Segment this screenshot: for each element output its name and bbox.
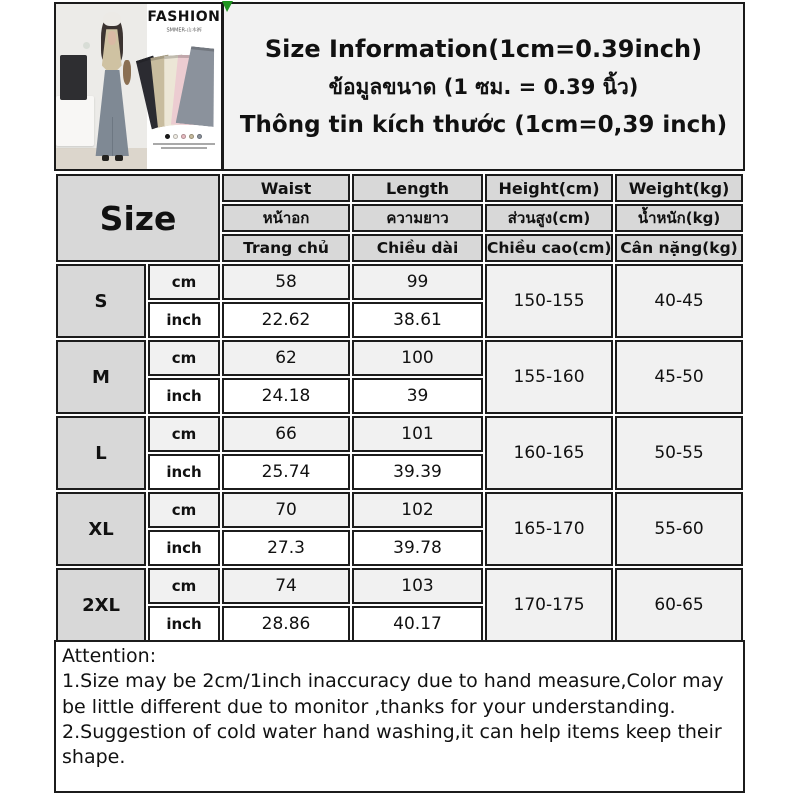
title-vietnamese: Thông tin kích thước (1cm=0,39 inch) bbox=[239, 112, 728, 138]
length-cm-2xl: 103 bbox=[352, 568, 483, 604]
color-dot-khaki bbox=[189, 134, 194, 139]
model-shoulder-bag bbox=[123, 60, 131, 85]
waist-cm-s: 58 bbox=[222, 264, 350, 300]
length-inch-l: 39.39 bbox=[352, 454, 483, 490]
unit-inch: inch bbox=[148, 530, 220, 566]
model-sandal-left bbox=[102, 155, 110, 161]
length-cm-s: 99 bbox=[352, 264, 483, 300]
col-header-waist-vi: Trang chủ bbox=[222, 234, 350, 262]
height-range-l: 160-165 bbox=[485, 416, 613, 490]
waist-cm-m: 62 bbox=[222, 340, 350, 376]
waist-inch-s: 22.62 bbox=[222, 302, 350, 338]
weight-range-xl: 55-60 bbox=[615, 492, 743, 566]
color-dot-row bbox=[147, 134, 221, 139]
title-english: Size Information(1cm=0.39inch) bbox=[264, 35, 703, 63]
color-dot-gray bbox=[197, 134, 202, 139]
brand-subtitle: SMMER-山本裤 bbox=[166, 27, 202, 33]
unit-cm: cm bbox=[148, 416, 220, 452]
waist-inch-2xl: 28.86 bbox=[222, 606, 350, 642]
attention-note bbox=[54, 640, 745, 793]
attention-line-1: 1.Size may be 2cm/1inch inaccuracy due to hand measure,Color may be little different due to monitor ,thanks for your understanding. bbox=[62, 670, 724, 718]
table-row bbox=[56, 340, 743, 376]
size-cell-l: L bbox=[56, 416, 146, 490]
unit-inch: inch bbox=[148, 378, 220, 414]
col-header-length-th: ความยาว bbox=[352, 204, 483, 232]
green-corner-accent bbox=[222, 1, 233, 12]
model-sandal-right bbox=[115, 155, 123, 161]
model-photo bbox=[56, 4, 147, 169]
waist-cm-l: 66 bbox=[222, 416, 350, 452]
brand-panel bbox=[147, 4, 221, 169]
waist-inch-m: 24.18 bbox=[222, 378, 350, 414]
fine-print-lines bbox=[147, 143, 221, 149]
waist-inch-l: 25.74 bbox=[222, 454, 350, 490]
weight-range-l: 50-55 bbox=[615, 416, 743, 490]
waist-cm-xl: 70 bbox=[222, 492, 350, 528]
length-inch-m: 39 bbox=[352, 378, 483, 414]
model-figure bbox=[89, 11, 136, 166]
model-cap bbox=[103, 12, 121, 26]
color-dot-black bbox=[165, 134, 170, 139]
color-dot-pink bbox=[181, 134, 186, 139]
size-cell-s: S bbox=[56, 264, 146, 338]
size-cell-xl: XL bbox=[56, 492, 146, 566]
model-arm bbox=[108, 31, 116, 45]
length-inch-xl: 39.78 bbox=[352, 530, 483, 566]
col-header-height-en: Height(cm) bbox=[485, 174, 613, 202]
length-inch-s: 38.61 bbox=[352, 302, 483, 338]
waist-inch-xl: 27.3 bbox=[222, 530, 350, 566]
height-range-2xl: 170-175 bbox=[485, 568, 613, 642]
col-header-weight-th: น้ำหนัก(kg) bbox=[615, 204, 743, 232]
unit-cm: cm bbox=[148, 568, 220, 604]
brand-logo-text: FASHION bbox=[147, 9, 221, 25]
photo-headboard-cushion bbox=[60, 55, 87, 100]
color-dot-white bbox=[173, 134, 178, 139]
header-row-english bbox=[56, 174, 743, 202]
col-header-length-en: Length bbox=[352, 174, 483, 202]
pants-color-fan bbox=[147, 37, 221, 133]
length-cm-m: 100 bbox=[352, 340, 483, 376]
size-cell-m: M bbox=[56, 340, 146, 414]
title-thai: ข้อมูลขนาด (1 ซม. = 0.39 นิ้ว) bbox=[328, 75, 639, 99]
length-inch-2xl: 40.17 bbox=[352, 606, 483, 642]
table-row bbox=[56, 416, 743, 452]
col-header-waist-th: หน้าอก bbox=[222, 204, 350, 232]
product-photo-card bbox=[54, 2, 223, 171]
unit-cm: cm bbox=[148, 492, 220, 528]
table-row bbox=[56, 264, 743, 300]
size-corner-cell: Size bbox=[56, 174, 220, 262]
attention-line-2: 2.Suggestion of cold water hand washing,it can help items keep their shape. bbox=[62, 720, 722, 769]
unit-inch: inch bbox=[148, 606, 220, 642]
unit-inch: inch bbox=[148, 454, 220, 490]
size-cell-2xl: 2XL bbox=[56, 568, 146, 642]
weight-range-m: 45-50 bbox=[615, 340, 743, 414]
unit-cm: cm bbox=[148, 264, 220, 300]
waist-cm-2xl: 74 bbox=[222, 568, 350, 604]
table-row bbox=[56, 492, 743, 528]
length-cm-xl: 102 bbox=[352, 492, 483, 528]
attention-heading: Attention: bbox=[62, 645, 157, 667]
weight-range-2xl: 60-65 bbox=[615, 568, 743, 642]
col-header-weight-en: Weight(kg) bbox=[615, 174, 743, 202]
size-table bbox=[54, 172, 745, 644]
weight-range-s: 40-45 bbox=[615, 264, 743, 338]
unit-inch: inch bbox=[148, 302, 220, 338]
col-header-waist-en: Waist bbox=[222, 174, 350, 202]
col-header-height-vi: Chiều cao(cm) bbox=[485, 234, 613, 262]
height-range-xl: 165-170 bbox=[485, 492, 613, 566]
height-range-s: 150-155 bbox=[485, 264, 613, 338]
col-header-weight-vi: Cân nặng(kg) bbox=[615, 234, 743, 262]
unit-cm: cm bbox=[148, 340, 220, 376]
height-range-m: 155-160 bbox=[485, 340, 613, 414]
col-header-height-th: ส่วนสูง(cm) bbox=[485, 204, 613, 232]
length-cm-l: 101 bbox=[352, 416, 483, 452]
col-header-length-vi: Chiều dài bbox=[352, 234, 483, 262]
title-panel bbox=[222, 2, 745, 171]
table-row bbox=[56, 568, 743, 604]
